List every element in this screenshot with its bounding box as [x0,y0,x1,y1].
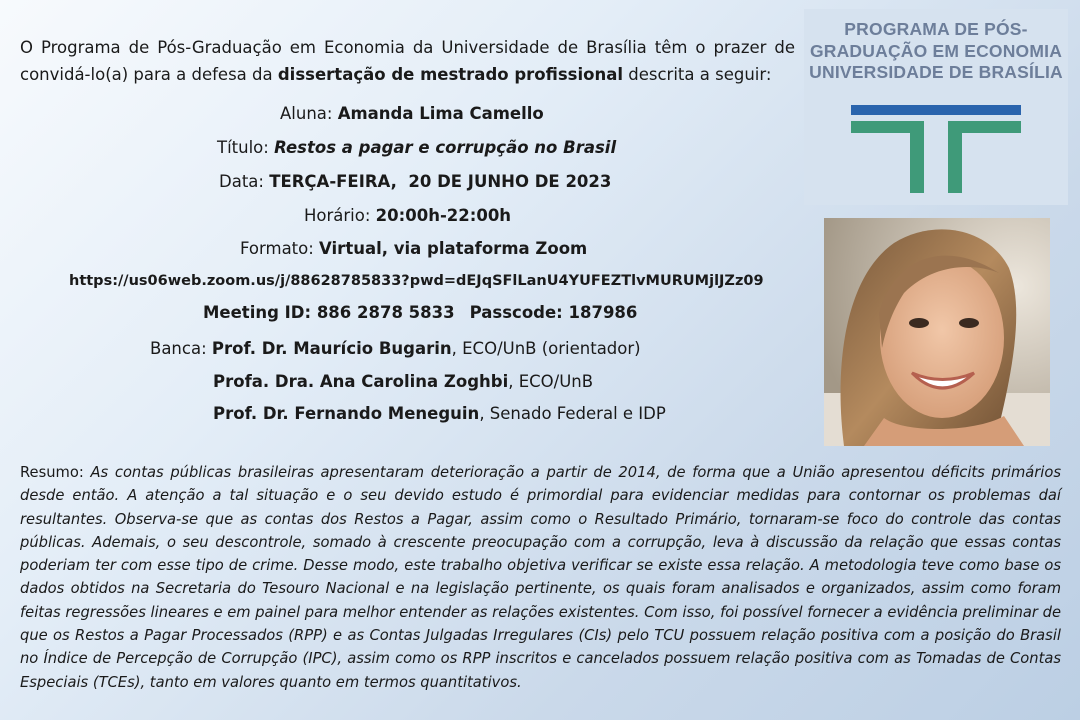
committee-member-name: Profa. Dra. Ana Carolina Zoghbi [213,372,509,391]
time-label: Horário: [304,206,376,225]
time-value: 20:00h-22:00h [375,206,512,225]
title-label: Título: [217,138,275,157]
meeting-passcode: Passcode: 187986 [469,303,638,322]
abstract-paragraph [20,461,1061,694]
committee-label: Banca: [150,339,212,358]
committee-member-affiliation: , ECO/UnB (orientador) [451,339,641,358]
format-value: Virtual, via plataforma Zoom [319,239,588,258]
logo-line-2: GRADUAÇÃO EM ECONOMIA [809,40,1063,61]
committee-member-name: Prof. Dr. Fernando Meneguin [213,404,480,423]
meeting-id: Meeting ID: 886 2878 5833 [203,303,455,322]
committee-member-name: Prof. Dr. Maurício Bugarin [211,339,452,358]
committee-member-affiliation: , ECO/UnB [508,372,594,391]
format-line [240,239,587,258]
format-label: Formato: [240,239,320,258]
meeting-url[interactable]: https://us06web.zoom.us/j/88628785833?pwd=dEJqSFlLanU4YUFEZTlvMURUMjlJZz09 [69,273,764,289]
intro-text-end: descrita a seguir: [623,65,772,84]
abstract-label: Resumo: [20,464,91,481]
time-line [304,206,511,225]
logo-line-3: UNIVERSIDADE DE BRASÍLIA [809,62,1063,82]
committee-member-affiliation: , Senado Federal e IDP [479,404,666,423]
student-label: Aluna: [280,104,338,123]
committee-line-1 [150,339,641,358]
date-line [219,172,611,191]
logo-text [804,19,1068,84]
date-value: TERÇA-FEIRA, 20 DE JUNHO DE 2023 [269,172,612,191]
unb-emblem-icon [851,105,1021,195]
thesis-title: Restos a pagar e corrupção no Brasil [274,138,617,157]
committee-line-3 [213,404,666,423]
student-photo [824,218,1050,446]
title-line [217,138,616,157]
student-line [280,104,544,123]
intro-highlight: dissertação de mestrado profissional [277,65,624,84]
student-name: Amanda Lima Camello [337,104,544,123]
student-portrait-image [824,218,1050,446]
meeting-info-line [203,303,637,322]
intro-paragraph [20,34,795,88]
logo-line-1: PROGRAMA DE PÓS- [844,19,1028,39]
committee-line-2 [213,372,593,391]
program-logo [804,9,1068,205]
intro-text: O Programa de Pós-Graduação em Economia da Universidade de Brasília têm o prazer de convidá-lo(a) para a defesa da [20,38,795,84]
abstract-text: As contas públicas brasileiras apresentaram deterioração a partir de 2014, de forma que a União apresentou déficits primários desde então. A atenção a tal situação e o seu devido estudo é primordial para evidenciar medidas para contornar os problemas daí resultantes. Observa-se que as contas dos Restos a Pagar, assim como o Resultado Primário, tornaram-se foco do controle das contas públicas. Ademais, o seu descontrole, somado à crescente preocupação com a corrupção, leva à discussão da relação que essas contas poderiam ter com esse tipo de crime. Desse modo, este trabalho objetiva verificar se existe essa relação. A metodologia teve como base os dados obtidos na Secretaria do Tesouro Nacional e na legislação pertinente, os quais foram analisados e organizados, assim como foram feitas regressões lineares e em painel para melhor entender as relações existentes. Com isso, foi possível fornecer a evidência preliminar de que os Restos a Pagar Processados (RPP) e as Contas Julgadas Irregulares (CIs) pelo TCU possuem relação positiva com a posição do Brasil no Índice de Percepção de Corrupção (IPC), assim como os RPP inscritos e cancelados possuem relação positiva com as Tomadas de Contas Especiais (TCEs), tanto em valores quanto em termos quantitativos. [20,464,1062,691]
date-label: Data: [219,172,270,191]
